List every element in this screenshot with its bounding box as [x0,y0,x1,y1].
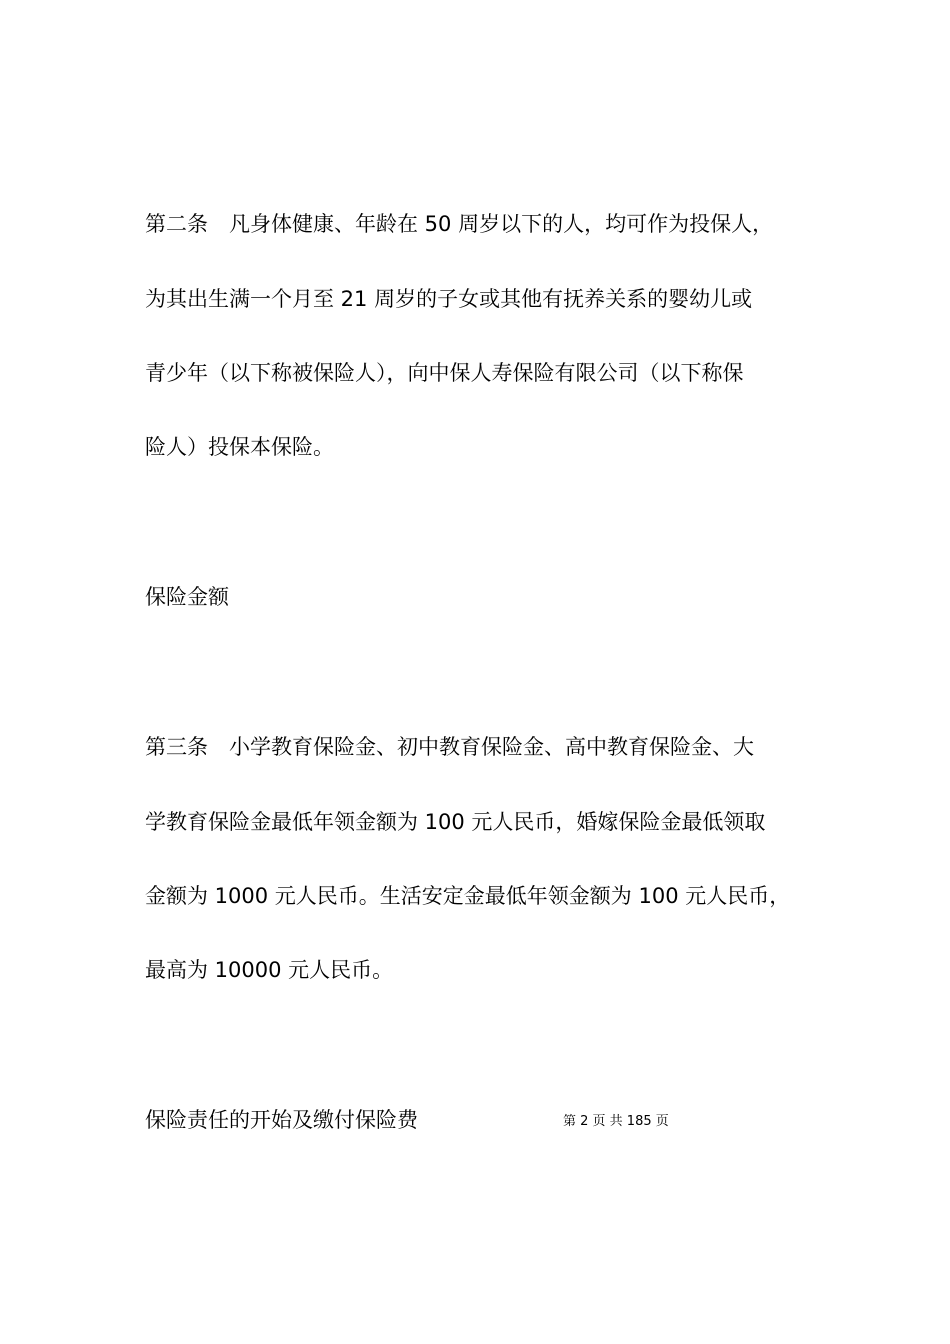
article-2-line-2: 为其出生满一个月至 21 周岁的子女或其他有抚养关系的婴幼儿或 [145,287,753,311]
article-3-line-1: 第三条 小学教育保险金、初中教育保险金、高中教育保险金、大 [145,735,754,759]
section-heading-liability: 保险责任的开始及缴付保险费 [145,1108,418,1132]
page-indicator: 第 2 页 共 185 页 [563,1114,669,1129]
article-3-line-4: 最高为 10000 元人民币。 [145,958,394,982]
section-heading-insured-amount: 保险金额 [145,585,229,609]
article-2-line-3: 青少年（以下称被保险人），向中保人寿保险有限公司（以下称保 [145,361,744,385]
article-2-line-1: 第二条 凡身体健康、年龄在 50 周岁以下的人，均可作为投保人， [145,212,774,236]
article-2-line-4: 险人）投保本保险。 [145,435,334,459]
article-3-line-2: 学教育保险金最低年领金额为 100 元人民币，婚嫁保险金最低领取 [145,810,766,834]
article-3-line-3: 金额为 1000 元人民币。生活安定金最低年领金额为 100 元人民币， [145,884,791,908]
